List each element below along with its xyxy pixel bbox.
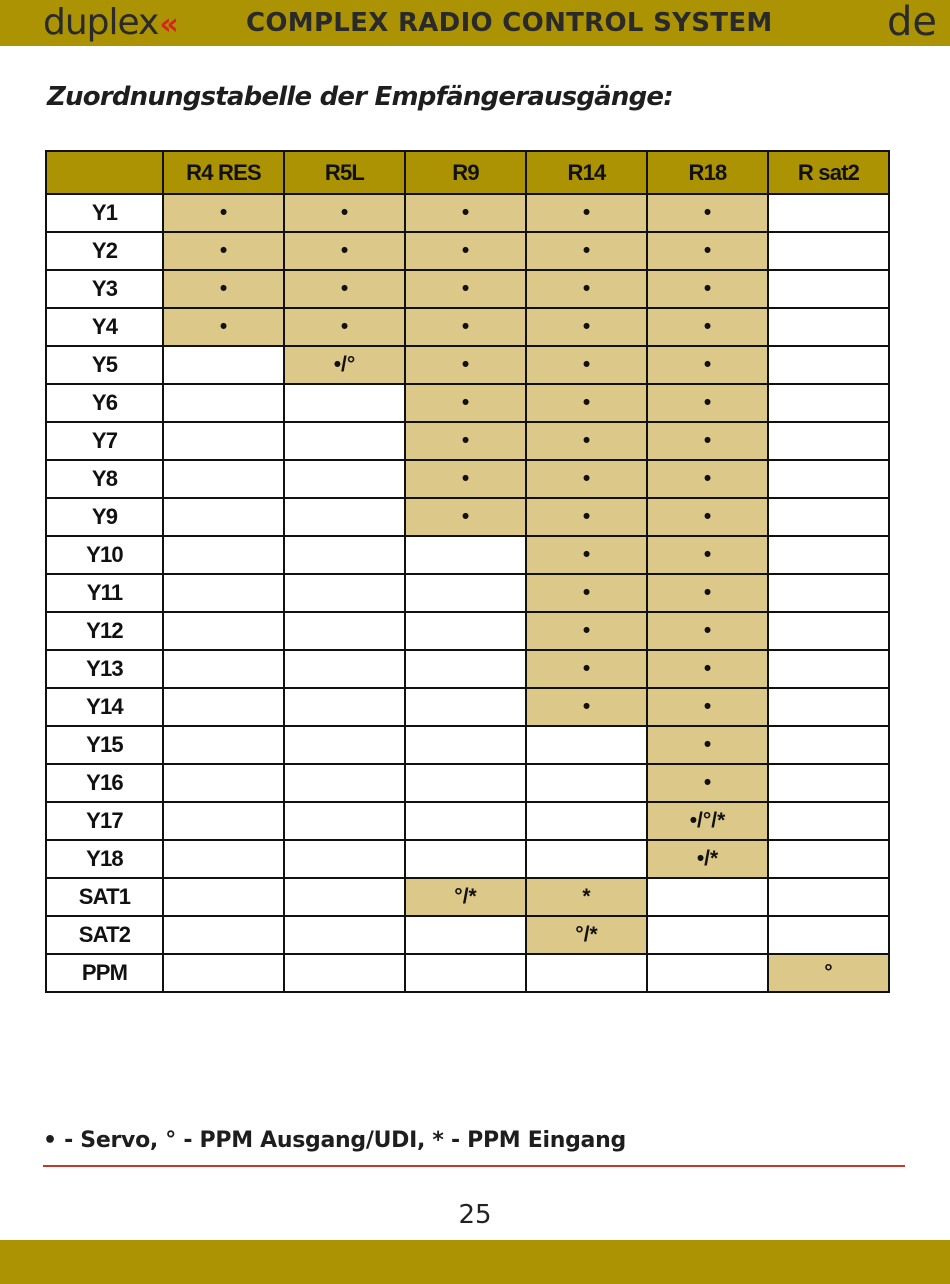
table-cell — [768, 498, 889, 536]
table-cell: • — [647, 764, 768, 802]
table-corner-cell — [46, 151, 163, 194]
table-cell — [526, 840, 647, 878]
table-cell: • — [647, 574, 768, 612]
table-cell — [768, 612, 889, 650]
table-cell: • — [284, 308, 405, 346]
table-row — [46, 422, 889, 460]
table-cell: • — [647, 726, 768, 764]
row-header: Y17 — [46, 802, 163, 840]
table-cell — [405, 726, 526, 764]
table-row — [46, 536, 889, 574]
row-header: Y9 — [46, 498, 163, 536]
page-header — [0, 0, 950, 46]
table-cell: • — [526, 194, 647, 232]
table-row — [46, 612, 889, 650]
table-cell: • — [405, 346, 526, 384]
table-cell: • — [526, 498, 647, 536]
duplex-logo — [43, 1, 178, 45]
table-row — [46, 460, 889, 498]
table-row — [46, 878, 889, 916]
table-row — [46, 840, 889, 878]
table-row — [46, 308, 889, 346]
table-row — [46, 574, 889, 612]
table-cell — [768, 346, 889, 384]
table-cell: • — [647, 460, 768, 498]
table-cell — [163, 498, 284, 536]
table-cell — [768, 840, 889, 878]
table-cell: •/° — [284, 346, 405, 384]
table-row — [46, 650, 889, 688]
table-cell — [163, 346, 284, 384]
table-cell — [284, 422, 405, 460]
table-cell — [768, 688, 889, 726]
row-header: SAT1 — [46, 878, 163, 916]
table-cell — [163, 536, 284, 574]
table-row — [46, 346, 889, 384]
table-cell: • — [405, 308, 526, 346]
legend-divider — [43, 1165, 905, 1167]
table-cell: • — [647, 422, 768, 460]
column-header: R9 — [405, 151, 526, 194]
table-cell — [405, 954, 526, 992]
table-cell: °/* — [526, 916, 647, 954]
table-cell: • — [163, 270, 284, 308]
table-cell: • — [647, 612, 768, 650]
table-cell — [768, 802, 889, 840]
table-cell: • — [647, 194, 768, 232]
table-cell: • — [647, 688, 768, 726]
table-cell — [647, 954, 768, 992]
table-cell: • — [526, 422, 647, 460]
table-row — [46, 498, 889, 536]
table-cell: • — [526, 346, 647, 384]
table-cell — [284, 460, 405, 498]
table-cell — [163, 840, 284, 878]
column-header: R18 — [647, 151, 768, 194]
table-cell: • — [405, 460, 526, 498]
column-header: R sat2 — [768, 151, 889, 194]
table-cell — [163, 460, 284, 498]
brand-chevron-mark: « — [159, 7, 178, 42]
table-cell: • — [526, 308, 647, 346]
table-cell — [284, 384, 405, 422]
table-row — [46, 232, 889, 270]
brand-name: duplex — [43, 2, 159, 43]
table-cell — [768, 764, 889, 802]
table-cell — [284, 764, 405, 802]
table-cell: • — [163, 194, 284, 232]
table-cell — [163, 878, 284, 916]
table-row — [46, 270, 889, 308]
table-cell: • — [647, 232, 768, 270]
table-cell — [526, 764, 647, 802]
table-cell — [768, 384, 889, 422]
table-cell — [405, 802, 526, 840]
table-row — [46, 194, 889, 232]
column-header: R5L — [284, 151, 405, 194]
table-cell: • — [647, 384, 768, 422]
row-header: Y16 — [46, 764, 163, 802]
table-cell: • — [405, 232, 526, 270]
table-cell — [768, 270, 889, 308]
row-header: Y12 — [46, 612, 163, 650]
table-cell — [284, 650, 405, 688]
row-header: Y2 — [46, 232, 163, 270]
table-cell — [284, 878, 405, 916]
table-cell — [163, 612, 284, 650]
table-cell — [526, 954, 647, 992]
table-cell — [284, 574, 405, 612]
header-title: COMPLEX RADIO CONTROL SYSTEM — [246, 8, 773, 38]
table-cell — [647, 878, 768, 916]
table-cell — [284, 688, 405, 726]
table-row — [46, 954, 889, 992]
table-cell — [768, 308, 889, 346]
table-cell: • — [647, 650, 768, 688]
table-cell: • — [405, 194, 526, 232]
row-header: Y5 — [46, 346, 163, 384]
table-cell: ° — [768, 954, 889, 992]
row-header: Y13 — [46, 650, 163, 688]
table-cell: • — [526, 460, 647, 498]
table-cell — [163, 688, 284, 726]
table-cell — [405, 612, 526, 650]
table-cell — [405, 650, 526, 688]
table-cell — [163, 916, 284, 954]
table-cell — [768, 536, 889, 574]
table-cell — [768, 878, 889, 916]
table-cell — [405, 764, 526, 802]
table-cell — [405, 688, 526, 726]
row-header: Y15 — [46, 726, 163, 764]
column-header: R14 — [526, 151, 647, 194]
table-cell — [284, 726, 405, 764]
row-header: SAT2 — [46, 916, 163, 954]
table-cell: • — [647, 498, 768, 536]
table-cell — [768, 460, 889, 498]
symbol-legend: • - Servo, ° - PPM Ausgang/UDI, * - PPM Eingang — [43, 1128, 626, 1153]
table-cell: • — [526, 232, 647, 270]
table-cell — [526, 726, 647, 764]
table-cell: • — [526, 574, 647, 612]
table-cell: * — [526, 878, 647, 916]
table-cell: • — [163, 308, 284, 346]
table-cell — [163, 954, 284, 992]
row-header: Y18 — [46, 840, 163, 878]
table-header-row — [46, 151, 889, 194]
table-cell: • — [405, 498, 526, 536]
table-cell — [163, 384, 284, 422]
row-header: Y6 — [46, 384, 163, 422]
row-header: Y14 — [46, 688, 163, 726]
table-cell — [768, 194, 889, 232]
table-cell: • — [526, 650, 647, 688]
row-header: Y4 — [46, 308, 163, 346]
page-number: 25 — [458, 1200, 492, 1230]
table-cell: • — [647, 270, 768, 308]
table-cell: • — [405, 422, 526, 460]
table-cell: • — [405, 384, 526, 422]
table-cell — [284, 802, 405, 840]
table-cell: • — [284, 194, 405, 232]
row-header: Y7 — [46, 422, 163, 460]
table-cell: • — [647, 536, 768, 574]
table-cell: • — [405, 270, 526, 308]
column-header: R4 RES — [163, 151, 284, 194]
table-cell: • — [526, 536, 647, 574]
table-cell: °/* — [405, 878, 526, 916]
table-row — [46, 802, 889, 840]
table-cell: • — [526, 688, 647, 726]
table-cell: • — [647, 346, 768, 384]
table-cell — [768, 726, 889, 764]
table-cell — [163, 422, 284, 460]
table-cell — [768, 422, 889, 460]
table-row — [46, 384, 889, 422]
row-header: Y3 — [46, 270, 163, 308]
table-row — [46, 688, 889, 726]
table-cell — [163, 764, 284, 802]
row-header: Y8 — [46, 460, 163, 498]
table-cell — [284, 954, 405, 992]
table-cell — [163, 802, 284, 840]
table-cell — [284, 916, 405, 954]
table-cell — [526, 802, 647, 840]
table-cell — [405, 916, 526, 954]
table-cell — [405, 536, 526, 574]
table-cell — [768, 232, 889, 270]
table-cell — [163, 574, 284, 612]
language-code: de — [887, 0, 937, 45]
table-cell — [284, 612, 405, 650]
table-cell: • — [284, 232, 405, 270]
table-cell — [284, 498, 405, 536]
row-header: PPM — [46, 954, 163, 992]
table-cell: • — [163, 232, 284, 270]
row-header: Y11 — [46, 574, 163, 612]
table-cell — [647, 916, 768, 954]
table-cell: • — [284, 270, 405, 308]
page-footer-band — [0, 1240, 950, 1284]
table-cell — [163, 726, 284, 764]
table-cell — [163, 650, 284, 688]
row-header: Y1 — [46, 194, 163, 232]
table-cell: • — [526, 384, 647, 422]
table-cell — [768, 574, 889, 612]
table-cell — [768, 650, 889, 688]
table-cell — [284, 536, 405, 574]
table-cell: • — [526, 270, 647, 308]
table-cell — [284, 840, 405, 878]
table-cell: • — [647, 308, 768, 346]
page-title: Zuordnungstabelle der Empfängerausgänge: — [47, 82, 673, 112]
table-row — [46, 726, 889, 764]
row-header: Y10 — [46, 536, 163, 574]
receiver-output-table — [45, 150, 890, 993]
table-cell: •/°/* — [647, 802, 768, 840]
table-cell — [768, 916, 889, 954]
table-cell — [405, 574, 526, 612]
table-cell — [405, 840, 526, 878]
table-row — [46, 916, 889, 954]
table-cell: •/* — [647, 840, 768, 878]
table-body — [46, 194, 889, 992]
table-cell: • — [526, 612, 647, 650]
table-row — [46, 764, 889, 802]
